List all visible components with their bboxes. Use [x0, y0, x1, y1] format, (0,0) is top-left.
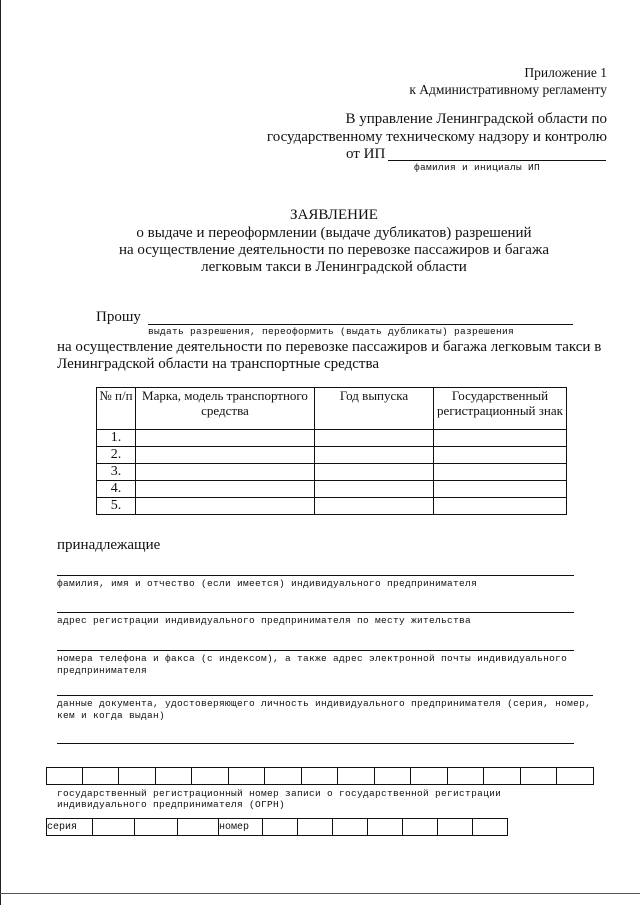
ogrn-digit-box[interactable]	[521, 768, 557, 785]
from-caption: фамилия и инициалы ИП	[414, 162, 541, 173]
owner-name-caption: фамилия, имя и отчество (если имеется) индивидуального предпринимателя	[57, 578, 478, 589]
owner-document-caption: данные документа, удостоверяющего личность индивидуального предпринимателя (серия, номер, кем и когда выдан)	[57, 698, 592, 721]
number-box[interactable]	[298, 819, 333, 836]
header-num: № п/п	[97, 388, 136, 430]
cell-reg[interactable]	[434, 430, 567, 447]
ogrn-digit-box[interactable]	[557, 768, 594, 785]
request-caption: выдать разрешения, переоформить (выдать дубликаты) разрешения	[148, 326, 515, 337]
owner-phone-line[interactable]	[57, 650, 574, 651]
header-year: Год выпуска	[315, 388, 434, 430]
scan-edge-bottom	[0, 893, 640, 894]
ogrn-digit-box[interactable]	[83, 768, 119, 785]
cell-model[interactable]	[136, 481, 315, 498]
row-number: 1.	[97, 430, 136, 447]
ogrn-digit-box[interactable]	[229, 768, 265, 785]
table-row	[97, 447, 567, 464]
cell-model[interactable]	[136, 430, 315, 447]
table-header-row	[97, 388, 567, 430]
cell-year[interactable]	[315, 430, 434, 447]
ogrn-caption-line2: индивидуального предпринимателя (ОГРН)	[57, 799, 286, 810]
cell-reg[interactable]	[434, 447, 567, 464]
passport-boxes	[46, 818, 508, 836]
from-label: от ИП	[346, 146, 386, 162]
cell-year[interactable]	[315, 447, 434, 464]
ogrn-digit-box[interactable]	[192, 768, 229, 785]
ogrn-boxes	[46, 767, 594, 785]
cell-year[interactable]	[315, 464, 434, 481]
cell-year[interactable]	[315, 481, 434, 498]
ogrn-digit-box[interactable]	[375, 768, 411, 785]
cell-model[interactable]	[136, 447, 315, 464]
table-row	[97, 481, 567, 498]
from-field-line[interactable]	[388, 160, 606, 161]
cell-model[interactable]	[136, 498, 315, 515]
request-label: Прошу	[96, 309, 141, 325]
row-number: 5.	[97, 498, 136, 515]
row-number: 4.	[97, 481, 136, 498]
header-reg: Государственный регистрационный знак	[434, 388, 567, 430]
owner-label: принадлежащие	[57, 537, 161, 553]
cell-model[interactable]	[136, 464, 315, 481]
cell-reg[interactable]	[434, 481, 567, 498]
appendix-label: Приложение 1	[524, 65, 607, 80]
title-line2: на осуществление деятельности по перевозке пассажиров и багажа	[119, 242, 549, 258]
ogrn-digit-box[interactable]	[265, 768, 302, 785]
number-box[interactable]	[403, 819, 438, 836]
series-box[interactable]	[178, 819, 219, 836]
cell-year[interactable]	[315, 498, 434, 515]
header-model: Марка, модель транспортного средства	[136, 388, 315, 430]
cell-reg[interactable]	[434, 498, 567, 515]
ogrn-caption-line1: государственный регистрационный номер записи о государственной регистрации	[57, 788, 502, 799]
number-label: номер	[219, 819, 263, 836]
ogrn-digit-box[interactable]	[484, 768, 521, 785]
table-row	[97, 430, 567, 447]
row-number: 2.	[97, 447, 136, 464]
addressee-line1: В управление Ленинградской области по	[345, 111, 607, 127]
series-box[interactable]	[135, 819, 178, 836]
number-box[interactable]	[368, 819, 403, 836]
number-box[interactable]	[473, 819, 508, 836]
request-text-line1: на осуществление деятельности по перевозке пассажиров и багажа легковым такси в	[57, 339, 602, 355]
ogrn-digit-box[interactable]	[448, 768, 484, 785]
ogrn-digit-box[interactable]	[302, 768, 338, 785]
addressee-line2: государственному техническому надзору и контролю	[266, 129, 607, 145]
owner-document-line[interactable]	[57, 695, 593, 696]
owner-address-caption: адрес регистрации индивидуального предпринимателя по месту жительства	[57, 615, 472, 626]
ogrn-digit-box[interactable]	[411, 768, 448, 785]
request-field-line[interactable]	[148, 324, 573, 325]
document-title: ЗАЯВЛЕНИЕ	[290, 207, 378, 223]
owner-phone-caption: номера телефона и факса (с индексом), а также адрес электронной почты индивидуального предпринимателя	[57, 653, 568, 676]
table-row	[97, 498, 567, 515]
title-line3: легковым такси в Ленинградской области	[201, 259, 467, 275]
ogrn-digit-box[interactable]	[338, 768, 375, 785]
request-text-line2: Ленинградской области на транспортные средства	[57, 356, 380, 372]
title-line1: о выдаче и переоформлении (выдаче дубликатов) разрешений	[136, 225, 532, 241]
number-box[interactable]	[333, 819, 368, 836]
number-box[interactable]	[438, 819, 473, 836]
scan-edge-left	[0, 0, 1, 905]
ogrn-digit-box[interactable]	[156, 768, 192, 785]
ogrn-digit-box[interactable]	[119, 768, 156, 785]
series-box[interactable]	[93, 819, 135, 836]
ogrn-digit-box[interactable]	[47, 768, 83, 785]
cell-reg[interactable]	[434, 464, 567, 481]
owner-address-line[interactable]	[57, 612, 574, 613]
appendix-reference: к Административному регламенту	[409, 82, 607, 97]
number-box[interactable]	[263, 819, 298, 836]
table-row	[97, 464, 567, 481]
series-label: серия	[47, 819, 93, 836]
owner-name-line[interactable]	[57, 575, 574, 576]
owner-extra-line[interactable]	[57, 743, 574, 744]
vehicle-table	[96, 387, 567, 515]
row-number: 3.	[97, 464, 136, 481]
